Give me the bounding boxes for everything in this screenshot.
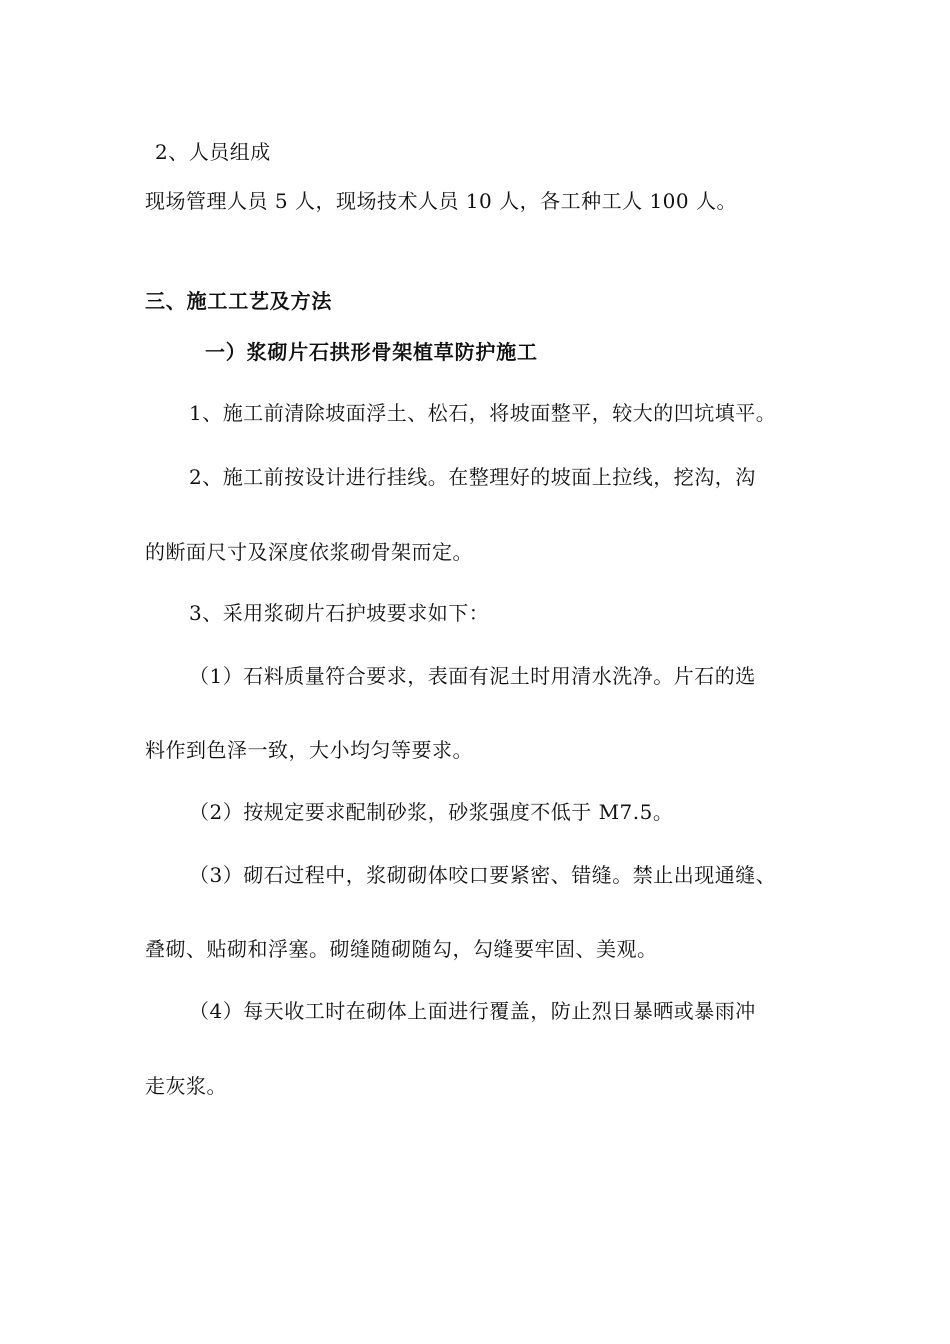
section-3-heading: 三、施工工艺及方法 [145, 289, 333, 313]
item-3: 3、采用浆砌片石护坡要求如下： [189, 601, 490, 625]
requirement-2: （2）按规定要求配制砂浆，砂浆强度不低于 M7.5。 [189, 800, 674, 824]
requirement-4-line-2: 走灰浆。 [145, 1074, 227, 1098]
requirement-1-line-2: 料作到色泽一致，大小均匀等要求。 [145, 738, 473, 762]
item-1: 1、施工前清除坡面浮土、松石，将坡面整平，较大的凹坑填平。 [189, 401, 777, 425]
section-2-body: 现场管理人员 5 人，现场技术人员 10 人，各工种工人 100 人。 [145, 189, 737, 213]
requirement-1-line-1: （1）石料质量符合要求，表面有泥土时用清水洗净。片石的选 [189, 664, 756, 688]
item-2-line-1: 2、施工前按设计进行挂线。在整理好的坡面上拉线，挖沟，沟 [189, 465, 756, 489]
item-2-line-2: 的断面尺寸及深度依浆砌骨架而定。 [145, 540, 473, 564]
requirement-3-line-1: （3）砌石过程中，浆砌砌体咬口要紧密、错缝。禁止出现通缝、 [189, 863, 777, 887]
requirement-4-line-1: （4）每天收工时在砌体上面进行覆盖，防止烈日暴晒或暴雨冲 [189, 999, 756, 1023]
subsection-1-heading: 一）浆砌片石拱形骨架植草防护施工 [205, 340, 538, 364]
requirement-3-line-2: 叠砌、贴砌和浮塞。砌缝随砌随勾，勾缝要牢固、美观。 [145, 937, 658, 961]
section-2-heading: 2、人员组成 [155, 140, 271, 164]
